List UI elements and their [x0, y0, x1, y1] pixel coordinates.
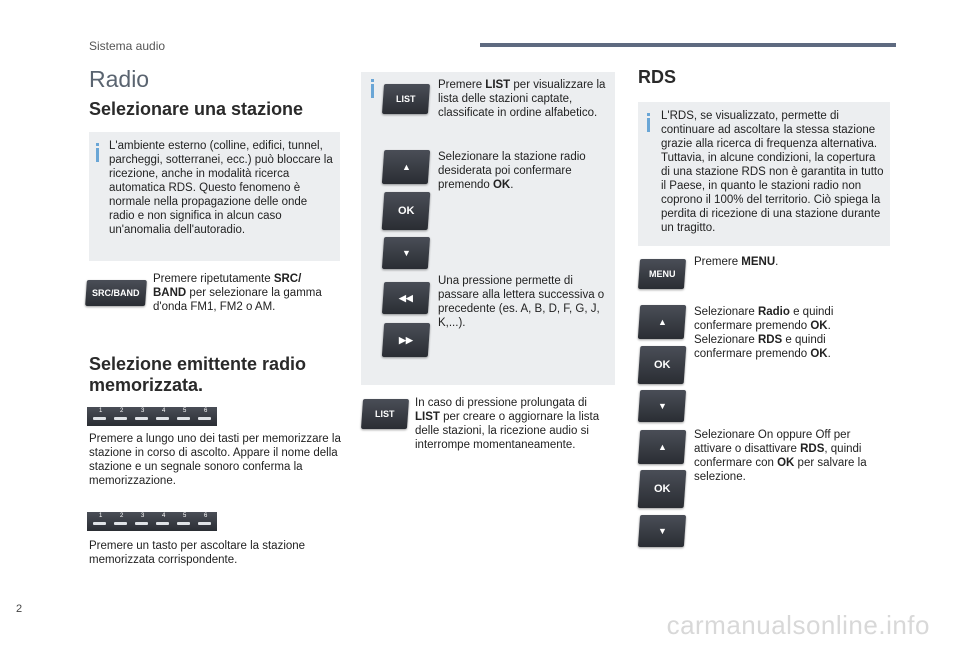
heading-select-station: Selezionare una stazione	[89, 99, 304, 119]
select-radio-rds-text: Selezionare Radio e quindi confermare premendo OK. Selezionare RDS e quindi confermare premendo OK.	[694, 306, 834, 360]
long-press-list-text: In caso di pressione prolungata di LIST per creare o aggiornare la lista delle stazioni, la ricezione audio si interrompe momentaneamente.	[415, 397, 600, 451]
header-rule	[480, 43, 896, 47]
preset-buttons-icon: 1 2 3 4 5 6	[87, 407, 217, 426]
heading-rds: RDS	[638, 67, 677, 87]
heading-memorized-station: Selezione emittente radio memorizzata.	[89, 354, 307, 395]
up-arrow-icon: ▲	[638, 305, 686, 339]
rds-note-text: L'RDS, se visualizzato, permette di continuare ad ascoltare la stessa stazione grazie alla ricerca di frequenza alternativa. Tuttavia, in alcune condizioni, la copertura di una stazione RDS non è garantita in tutto il Paese, in quanto le stazioni radio non coprono il 100% del territorio. Ciò spiega la perdita di ricezione di una stazione durante un tragitto.	[661, 110, 884, 234]
info-note-rds	[638, 102, 890, 246]
ok-button-icon: OK	[382, 192, 431, 230]
press-menu-text: Premere MENU.	[694, 256, 779, 268]
src-band-text: Premere ripetutamente SRC/ BAND per selezionare la gamma d'onda FM1, FM2 o AM.	[153, 273, 322, 313]
list-button-icon-2: LIST	[361, 399, 409, 429]
info-icon	[371, 79, 374, 82]
recall-preset-text: Premere un tasto per ascoltare la stazione memorizzata corrispondente.	[89, 540, 306, 566]
info-note-text: L'ambiente esterno (colline, edifici, tunnel, parcheggi, sotterranei, ecc.) può bloccare la ricezione, anche in modalità ricerca automatica RDS. Questo fenomeno è normale nella propagazione delle onde radio e non significa in alcun caso un'anomalia dell'autoradio.	[109, 140, 333, 236]
list-text: Premere LIST per visualizzare la lista delle stazioni captate, classificate in ordine alfabetico.	[438, 79, 606, 119]
up-arrow-icon: ▲	[638, 430, 686, 464]
list-button-icon: LIST	[382, 84, 430, 114]
rewind-icon: ◀◀	[382, 282, 430, 314]
watermark: carmanualsonline.info	[666, 610, 930, 640]
preset-buttons-icon-2: 1 2 3 4 5 6	[87, 512, 217, 531]
section-header: Sistema audio	[89, 39, 166, 53]
page-title: Radio	[89, 66, 150, 92]
info-note-left	[89, 132, 340, 261]
down-arrow-icon: ▼	[638, 515, 686, 547]
fast-forward-icon: ▶▶	[382, 323, 430, 357]
ok-button-icon: OK	[638, 470, 687, 508]
menu-button-icon: MENU	[638, 259, 686, 289]
store-preset-text: Premere a lungo uno dei tasti per memorizzare la stazione in corso di ascolto. Appare il nome della stazione e un segnale sonoro conferma la memorizzazione.	[89, 433, 341, 487]
src-band-button-icon: SRC/BAND	[85, 280, 147, 306]
letter-jump-text: Una pressione permette di passare alla lettera successiva o precedente (es. A, B, D, F, G, J, K,...).	[438, 275, 605, 329]
down-arrow-icon: ▼	[382, 237, 430, 269]
page-number: 2	[16, 603, 23, 615]
rds-on-off-text: Selezionare On oppure Off per attivare o disattivare RDS, quindi confermare con OK per salvare la selezione.	[694, 429, 867, 483]
ok-button-icon: OK	[638, 346, 687, 384]
select-station-text: Selezionare la stazione radio desiderata poi confermare premendo OK.	[438, 151, 586, 191]
down-arrow-icon: ▼	[638, 390, 686, 422]
info-icon	[647, 113, 650, 116]
up-arrow-icon: ▲	[382, 150, 430, 184]
info-icon	[96, 143, 99, 146]
